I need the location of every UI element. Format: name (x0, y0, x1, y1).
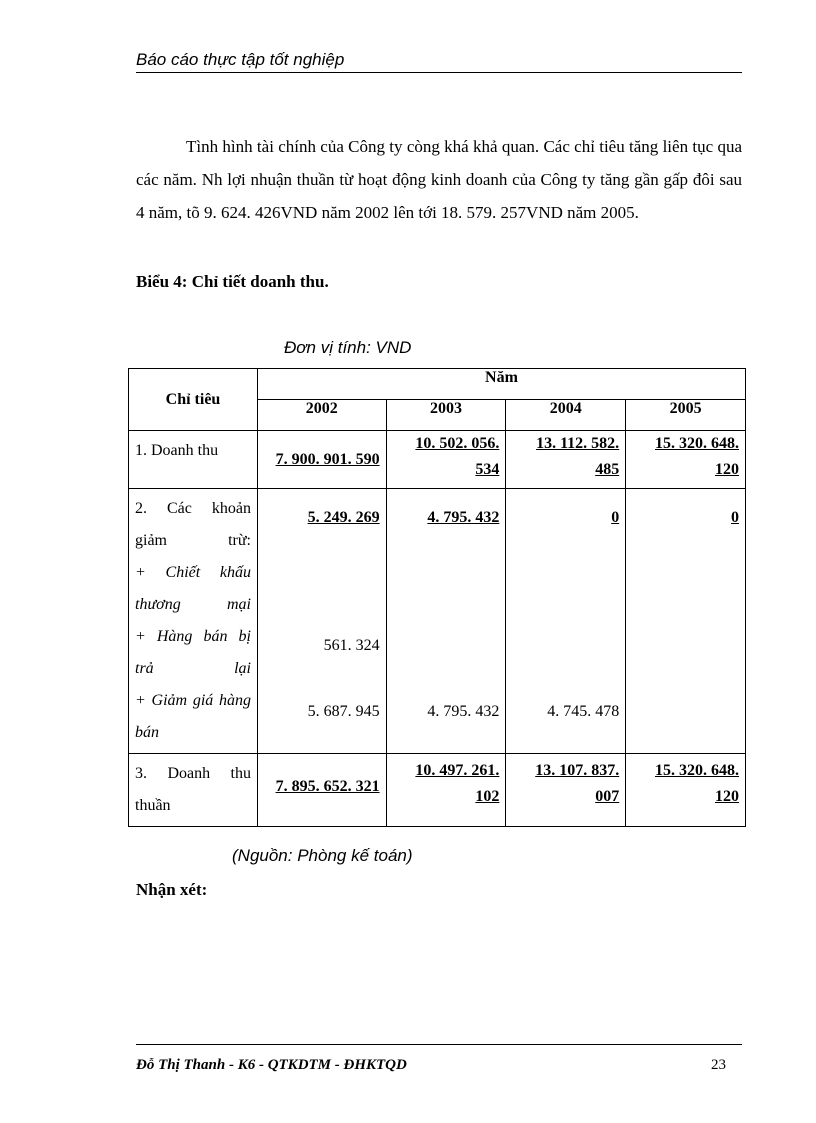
deductions-label: 2. Các khoản giảm trừ: (135, 500, 251, 549)
row-deductions-label (129, 489, 258, 754)
col-year: Năm (258, 369, 746, 400)
table-cell: 10. 497. 261. 102 (386, 754, 506, 827)
table-cell: 13. 112. 582. 485 (506, 431, 626, 489)
table-cell: 15. 320. 648. 120 (626, 754, 746, 827)
table-cell: 0 (626, 489, 746, 754)
body-paragraph: Tình hình tài chính của Công ty còng khá khả quan. Các chỉ tiêu tăng liên tục qua các năm. Nh lợi nhuận thuần từ hoạt động kinh doanh của Công ty tăng gần gấp đôi sau 4 năm, tõ 9. 624. 426VND năm 2002 lên tới 18. 579. 257VND năm 2005. (136, 137, 742, 222)
table-cell: 0 4. 745. 478 (506, 489, 626, 754)
returns-label: + Hàng bán bị trả lại (135, 628, 251, 677)
table-cell: 5. 249. 269 561. 324 5. 687. 945 (258, 489, 387, 754)
price-reduction-label: + Giảm giá hàng bán (135, 692, 251, 741)
table-cell: 13. 107. 837. 007 (506, 754, 626, 827)
author: Đỗ Thị Thanh - K6 - QTKDTM - ĐHKTQD (136, 1057, 407, 1073)
page-header: Báo cáo thực tập tốt nghiệp (136, 50, 742, 73)
table-cell: 15. 320. 648. 120 (626, 431, 746, 489)
table-caption: Biểu 4: Chỉ tiết doanh thu. (136, 272, 329, 291)
unit-label: Đơn vị tính: VND (284, 338, 412, 357)
page-footer (136, 1044, 742, 1074)
year-2003: 2003 (386, 400, 506, 431)
table-cell: 10. 502. 056. 534 (386, 431, 506, 489)
revenue-table (128, 368, 746, 827)
page-number: 23 (711, 1057, 726, 1073)
table-cell: 4. 795. 432 4. 795. 432 (386, 489, 506, 754)
year-2005: 2005 (626, 400, 746, 431)
col-criteria: Chỉ tiêu (129, 369, 258, 431)
year-2002: 2002 (258, 400, 387, 431)
discount-label: + Chiết khấu thương mại (135, 564, 251, 613)
row-net-revenue-label: 3. Doanh thu thuần (129, 754, 258, 827)
source-note: (Nguồn: Phòng kế toán) (232, 846, 413, 865)
table-cell: 7. 895. 652. 321 (258, 754, 387, 827)
row-revenue-label: 1. Doanh thu (129, 431, 258, 489)
table-cell: 7. 900. 901. 590 (258, 431, 387, 489)
year-2004: 2004 (506, 400, 626, 431)
comment-heading: Nhận xét: (136, 880, 208, 899)
